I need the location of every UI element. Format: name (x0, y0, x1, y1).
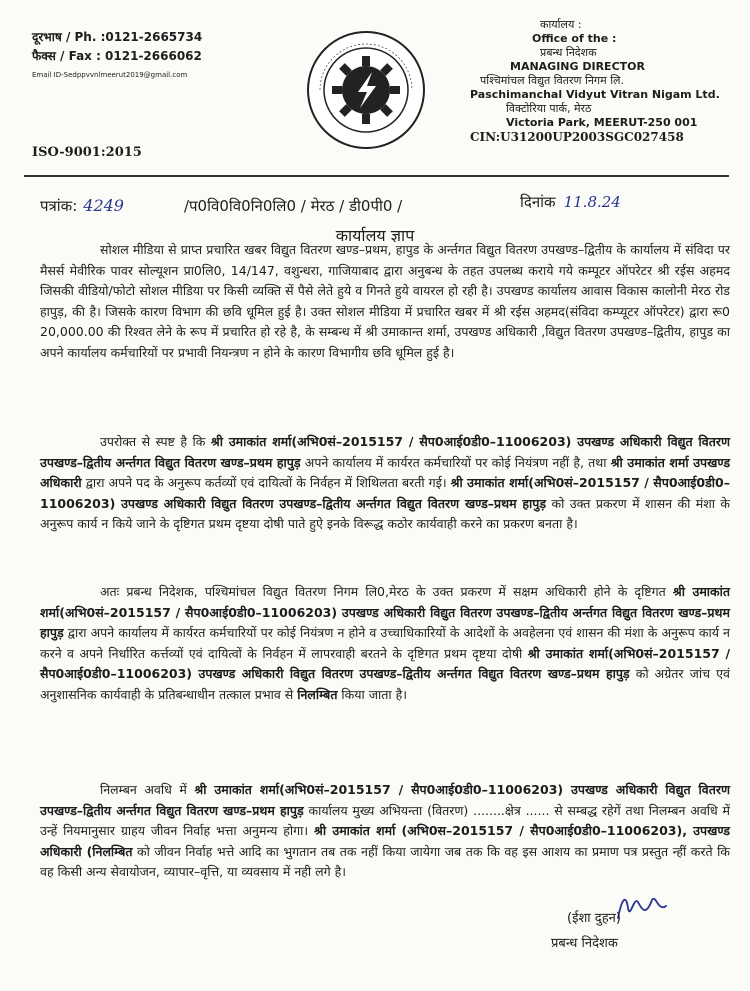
paragraph-1: सोशल मीडिया से प्राप्त प्रचारित खबर विद्युत वितरण खण्ड–प्रथम, हापुड के अर्न्तगत विद्युत वितरण उपखण्ड–द्वितीय के कार्यालय में संविदा पर मैसर्स मेवीरिक पावर सोल्यूशन प्रा0लि0, 14/147, वशुन्धरा, गाजियाबाद द्वारा अनुबन्ध के तहत उपलब्ध कराये गये कम्पूटर ऑपरेटर श्री रईस अहमद जिसकी वीडियो/फोटो सोशल मीडिया पर किसी व्यक्ति सें पैसे लेते हुये व गिनते हुये वायरल हो रही है। उपखण्ड कार्यालय आवास विकास कालोनी मेरठ रोड हापुड़, की है। जिसके कारण विभाग की छवि धूमिल हुई है। उक्त सोशल मीडिया में प्रचारित खबर में श्री रईस अहमद(संविदा कम्प्यूटर ऑपरेटर) द्वारा रू0 20,000.00 की रिश्वत लेने के रूप में प्रचारित हो रहे है, के सम्बन्ध में श्री उमाकान्त शर्मा, उपखण्ड अधिकारी ,विद्युत वितरण उपखण्ड–द्वितीय, हापुड का अपने कार्यालय कर्मचारियों पर प्रभावी नियन्त्रण न होने के कारण विभागीय छवि धूमिल हुई है। (40, 242, 730, 360)
iso-certification: ISO-9001:2015 (32, 145, 142, 160)
date-label: दिनांक (520, 193, 556, 211)
pvvnl-logo-icon (306, 30, 426, 150)
handwritten-signature-icon (612, 888, 672, 926)
office-label-en: Office of the : (532, 32, 617, 45)
header-divider (24, 175, 729, 177)
p3-text: अतः प्रबन्ध निदेशक, पश्चिमांचल विद्युत वितरण निगम लि0,मेरठ के उक्त प्रकरण में सक्षम अधिकारी होने के दृष्टिगत (100, 584, 673, 599)
p2-text: अपने कार्यालय में कार्यरत कर्मचारियों पर कोई नियंत्रण नहीं है, तथा (300, 454, 611, 470)
email-address: Email ID-Sedppvvnlmeerut2019@gmail.com (32, 71, 188, 79)
p2-text: को उक्त प्रकरण में शासन की मंशा के अनुरूप कार्य न किये जाने के दृष्टिगत प्रथम दृष्टया दोषी पाते हुऐ इनके विरूद्ध कठोर कार्यवाही करने का प्रकरण बनता है। (40, 495, 730, 531)
p3-text: द्वारा अपने कार्यालय में कार्यरत कर्मचारियों पर कोई नियंत्रण न होने व उच्चाधिकारियों के आदेशों के अवहेलना एवं शासन की मंशा के अनुरूप कार्य न करने व अपने निर्धारित कर्त्तव्यों एवं दायित्वों के निर्वहन में लापरवाही बरतने के दृष्टिगत प्रथम दृष्टया दोषी (40, 625, 730, 661)
address-en: Victoria Park, MEERUT-250 001 (506, 116, 698, 129)
p4-text: निलम्बन अवधि में (100, 782, 195, 797)
paragraph-2 (40, 432, 730, 535)
p3-bold: श्री उमाकांत शर्मा(अभि0सं–2015157 / सैप0आई0डी0–11006203) उपखण्ड अधिकारी विद्युत वितरण उपखण्ड–द्वितीय अर्न्तगत विद्युत वितरण खण्ड–प्रथम हापुड़ (40, 584, 730, 640)
paragraph-4 (40, 780, 730, 883)
cin-number: CIN:U31200UP2003SGC027458 (470, 130, 684, 144)
signatory-designation: प्रबन्ध निदेशक (551, 936, 618, 951)
paragraph-3 (40, 582, 730, 705)
p4-bold: श्री उमाकांत शर्मा (अभि0स–2015157 / सैप0आई0डी0–11006203), उपखण्ड अधिकारी (निलम्बित (40, 823, 730, 859)
p2-bold: श्री उमाकांत शर्मा(अभि0सं–2015157 / सैप0आई0डी0–11006203) उपखण्ड अधिकारी विद्युत वितरण उपखण्ड–द्वितीय अर्न्तगत विद्युत वितरण खण्ड–प्रथम हापुड़ (40, 475, 730, 511)
place-hi: विक्टोरिया पार्क, मेरठ (506, 102, 592, 115)
reference-label: पत्रांक: (40, 197, 78, 215)
p4-text: कार्यालय मुख्य अभियन्ता (वितरण) ........क्षेत्र ...... से सम्बद्ध रहेगें तथा निलम्बन अवधि में उन्हें नियमानुसार ग्राहय जीवन निर्वाह भत्ता अनुमन्य होगा। (40, 802, 730, 838)
p2-bold: श्री उमाकांत शर्मा(अभि0सं–2015157 / सैप0आई0डी0–11006203) उपखण्ड अधिकारी विद्युत वितरण उपखण्ड–द्वितीय अर्न्तगत विद्युत वितरण खण्ड–प्रथम हापुड़ (40, 434, 730, 470)
header-office (470, 18, 740, 144)
fax-number: फैक्स / Fax : 0121-2666062 (32, 49, 202, 63)
reference-line (40, 196, 402, 216)
md-label-en: MANAGING DIRECTOR (510, 60, 645, 73)
org-name-en: Paschimanchal Vidyut Vitran Nigam Ltd. (470, 88, 720, 101)
p4-text: को जीवन निर्वाह भत्ते आदि का भुगतान तब तक नहीं किया जायेगा जब तक कि वह इस आशय का प्रमाण पत्र प्रस्तुत न्हीं करते कि वह किसी अन्य सेवायोजन, व्यापार–वृत्ति, या व्यवसाय में नही लगे है। (40, 843, 730, 879)
header-contact (32, 28, 202, 80)
signatory-name: (ईशा दुहन) (567, 911, 621, 926)
p2-text: उपरोक्त से स्पष्ट है कि (100, 434, 211, 449)
p3-text: किया जाता है। (337, 686, 407, 702)
p2-text: द्वारा अपने पद के अनुरूप कर्तव्यों एवं दायित्वों के निर्वहन में शिथिलता बरती गई। (81, 475, 451, 490)
memo-title: कार्यालय ज्ञाप (335, 226, 415, 245)
reference-number: 4249 (83, 196, 124, 215)
phone-number: दूरभाष / Ph. :0121-2665734 (32, 30, 203, 44)
md-label-hi: प्रबन्ध निदेशक (540, 46, 597, 59)
p4-bold: श्री उमाकांत शर्मा(अभि0सं–2015157 / सैप0आई0डी0–11006203) उपखण्ड अधिकारी विद्युत वितरण उपखण्ड–द्वितीय अर्न्तगत विद्युत वितरण खण्ड–प्रथम हापुड़ (40, 782, 730, 818)
p3-bold: श्री उमाकांत शर्मा(अभि0सं–2015157 / सैप0आई0डी0–11006203) उपखण्ड अधिकारी विद्युत वितरण उपखण्ड–द्वितीय अर्न्तगत विद्युत वितरण खण्ड–प्रथम हापुड़ (40, 645, 731, 681)
p3-text: को अग्रेतर जांच एवं अनुशासनिक कार्यवाही के प्रतिबन्धाधीन तत्काल प्रभाव से (40, 666, 730, 702)
org-name-hi: पश्चिमांचल विद्युत वितरण निगम लि. (480, 74, 624, 87)
office-label-hi: कार्यालय : (540, 18, 582, 31)
p2-bold: श्री उमाकांत शर्मा उपखण्ड अधिकारी (40, 454, 731, 490)
p3-bold: निलम्बित (297, 686, 338, 702)
reference-suffix: /प0वि0वि0नि0लि0 / मेरठ / डी0पी0 / (183, 197, 403, 215)
date-line (520, 192, 621, 212)
date-value: 11.8.24 (563, 193, 621, 211)
